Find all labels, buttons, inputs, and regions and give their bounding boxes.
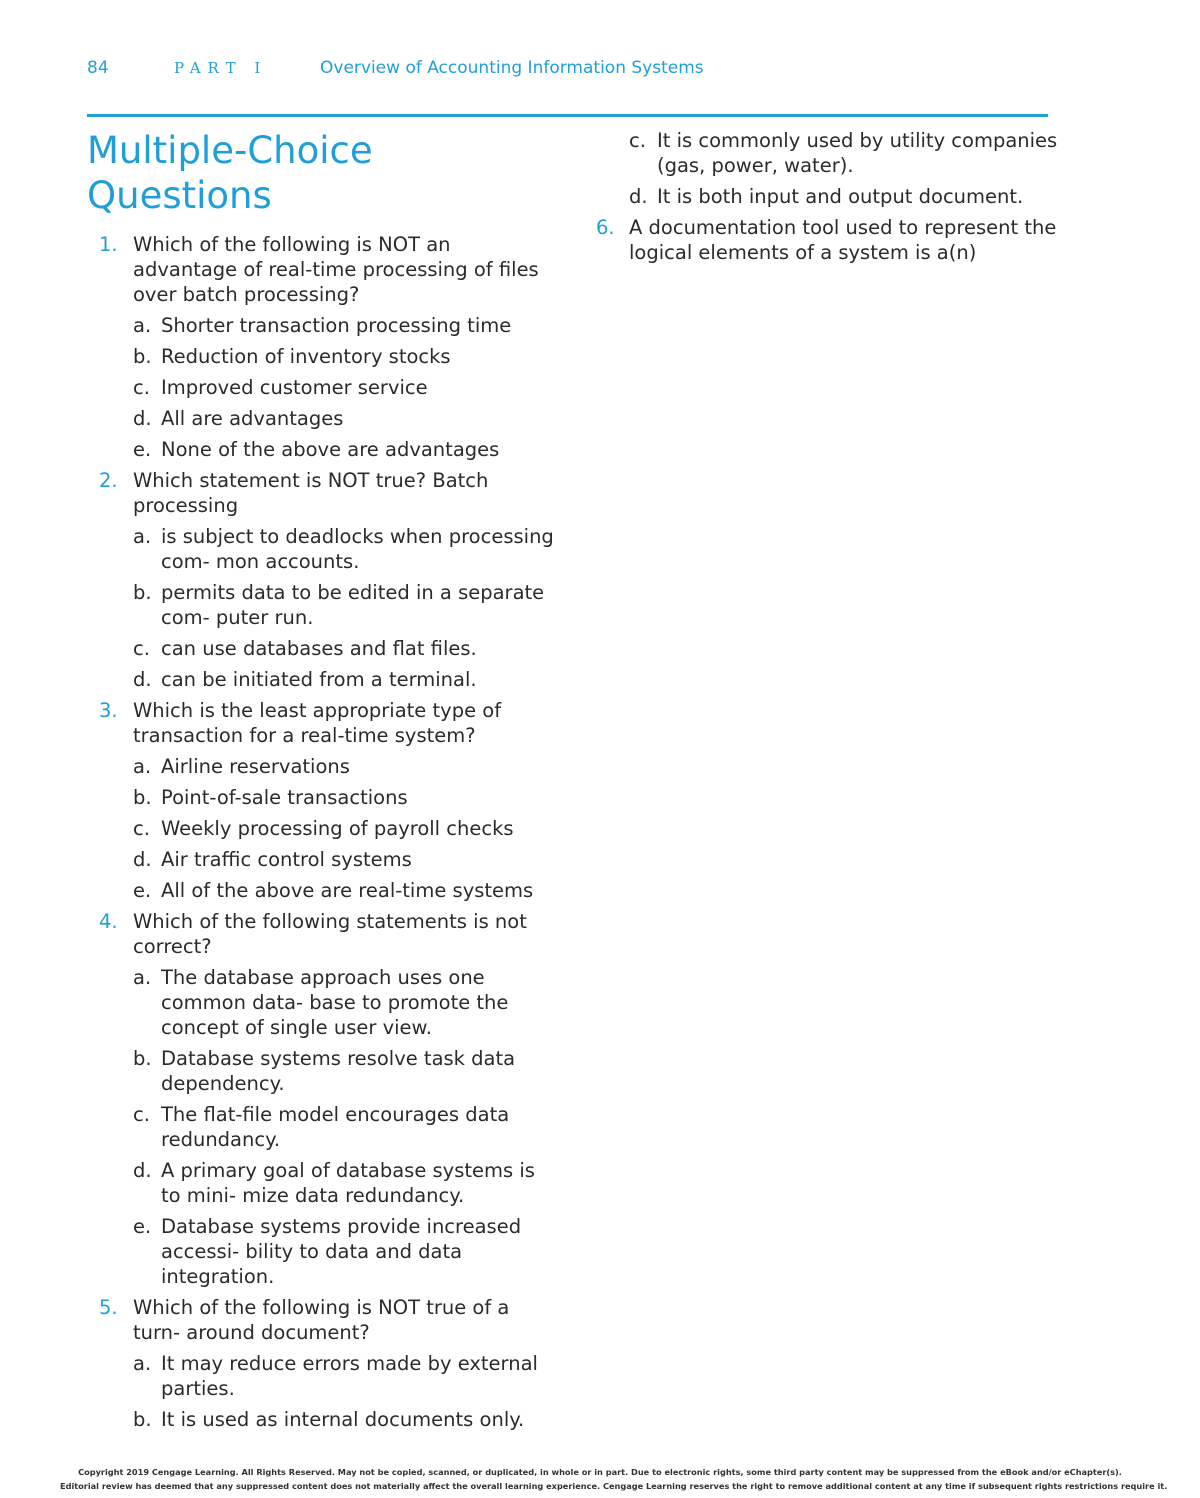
option-text: can use databases and flat files.: [161, 637, 477, 660]
question-5-continued: [596, 128, 1106, 209]
option-letter: b.: [133, 581, 152, 604]
option-text: It is used as internal documents only.: [161, 1408, 525, 1431]
option-1d: [133, 406, 557, 431]
section-title: Multiple-Choice Questions: [87, 129, 373, 217]
option-1c: [133, 375, 557, 400]
running-title: Overview of Accounting Information Systems: [320, 58, 704, 78]
option-letter: e.: [133, 879, 152, 902]
question-number: 2.: [99, 469, 118, 492]
option-text: None of the above are advantages: [161, 438, 500, 461]
question-text: Which of the following statements is not correct?: [133, 910, 527, 958]
question-5: [87, 1295, 557, 1432]
option-1e: [133, 437, 557, 462]
part-label: PART I: [174, 59, 268, 77]
option-list: [133, 524, 557, 692]
option-text: Point-of-sale transactions: [161, 786, 408, 809]
copyright-footer: [60, 1465, 1168, 1493]
option-list: [133, 965, 557, 1289]
option-list: [629, 128, 1106, 209]
option-text: The flat-file model encourages data redundancy.: [161, 1103, 510, 1151]
question-2: [87, 468, 557, 692]
option-text: Weekly processing of payroll checks: [161, 817, 514, 840]
question-number: 6.: [596, 216, 615, 239]
option-list: [133, 1351, 557, 1432]
option-letter: c.: [133, 817, 150, 840]
option-text: permits data to be edited in a separate com- puter run.: [161, 581, 545, 629]
option-text: It is commonly used by utility companies (gas, power, water).: [657, 129, 1058, 177]
option-5c: [629, 128, 1106, 178]
header-rule: [87, 114, 1048, 117]
question-number: 1.: [99, 233, 118, 256]
option-list: [133, 313, 557, 462]
question-6: [596, 215, 1106, 265]
option-letter: b.: [133, 1047, 152, 1070]
option-text: All are advantages: [161, 407, 344, 430]
option-2b: [133, 580, 557, 630]
option-list: [133, 754, 557, 903]
option-letter: a.: [133, 314, 152, 337]
question-text: A documentation tool used to represent the logical elements of a system is a(n): [629, 216, 1057, 264]
option-5a: [133, 1351, 557, 1401]
question-text: Which of the following is NOT an advantage of real-time processing of files over batch processing?: [133, 233, 539, 306]
option-text: Air traffic control systems: [161, 848, 412, 871]
option-letter: a.: [133, 755, 152, 778]
option-letter: d.: [133, 407, 152, 430]
option-3b: [133, 785, 557, 810]
question-1: [87, 232, 557, 462]
option-3a: [133, 754, 557, 779]
copyright-line-2: Editorial review has deemed that any suppressed content does not materially affect the overall learning experience. Cengage Learning reserves the right to remove additional content at any time if subsequent rights restrictions require it.: [60, 1481, 1168, 1491]
question-3: [87, 698, 557, 903]
option-text: Database systems provide increased accessi- bility to data and data integration.: [161, 1215, 522, 1288]
option-text: is subject to deadlocks when processing com- mon accounts.: [161, 525, 554, 573]
option-text: It may reduce errors made by external parties.: [161, 1352, 538, 1400]
right-column: [596, 128, 1106, 271]
option-text: Reduction of inventory stocks: [161, 345, 451, 368]
option-letter: e.: [133, 1215, 152, 1238]
option-1a: [133, 313, 557, 338]
option-letter: c.: [133, 1103, 150, 1126]
option-3d: [133, 847, 557, 872]
option-letter: d.: [133, 668, 152, 691]
question-4: [87, 909, 557, 1289]
option-text: Shorter transaction processing time: [161, 314, 512, 337]
option-5d: [629, 184, 1106, 209]
page-number: 84: [87, 58, 109, 78]
option-text: Improved customer service: [161, 376, 428, 399]
option-2a: [133, 524, 557, 574]
option-letter: b.: [133, 1408, 152, 1431]
option-text: A primary goal of database systems is to mini- mize data redundancy.: [161, 1159, 535, 1207]
option-text: Database systems resolve task data dependency.: [161, 1047, 516, 1095]
running-head: [87, 58, 987, 80]
option-3e: [133, 878, 557, 903]
question-number: 4.: [99, 910, 118, 933]
option-4a: [133, 965, 557, 1040]
option-letter: b.: [133, 786, 152, 809]
option-2d: [133, 667, 557, 692]
option-4c: [133, 1102, 557, 1152]
option-letter: c.: [133, 637, 150, 660]
option-letter: c.: [133, 376, 150, 399]
question-text: Which is the least appropriate type of transaction for a real-time system?: [133, 699, 502, 747]
option-1b: [133, 344, 557, 369]
option-5b: [133, 1407, 557, 1432]
option-3c: [133, 816, 557, 841]
option-letter: d.: [133, 848, 152, 871]
option-letter: a.: [133, 1352, 152, 1375]
option-4b: [133, 1046, 557, 1096]
copyright-line-1: Copyright 2019 Cengage Learning. All Rights Reserved. May not be copied, scanned, or duplicated, in whole or in part. Due to electronic rights, some third party content may be suppressed from the eBook and/or eChapter(s).: [78, 1467, 1122, 1477]
option-text: Airline reservations: [161, 755, 350, 778]
option-text: It is both input and output document.: [657, 185, 1024, 208]
option-2c: [133, 636, 557, 661]
option-letter: d.: [133, 1159, 152, 1182]
option-text: The database approach uses one common data- base to promote the concept of single user view.: [161, 966, 509, 1039]
option-letter: c.: [629, 129, 646, 152]
option-letter: b.: [133, 345, 152, 368]
option-text: can be initiated from a terminal.: [161, 668, 477, 691]
option-4e: [133, 1214, 557, 1289]
question-number: 3.: [99, 699, 118, 722]
option-text: All of the above are real-time systems: [161, 879, 534, 902]
question-text: Which statement is NOT true? Batch processing: [133, 469, 489, 517]
option-letter: e.: [133, 438, 152, 461]
option-letter: a.: [133, 966, 152, 989]
question-number: 5.: [99, 1296, 118, 1319]
question-text: Which of the following is NOT true of a turn- around document?: [133, 1296, 510, 1344]
left-column: [87, 128, 557, 1438]
option-letter: d.: [629, 185, 648, 208]
option-4d: [133, 1158, 557, 1208]
option-letter: a.: [133, 525, 152, 548]
